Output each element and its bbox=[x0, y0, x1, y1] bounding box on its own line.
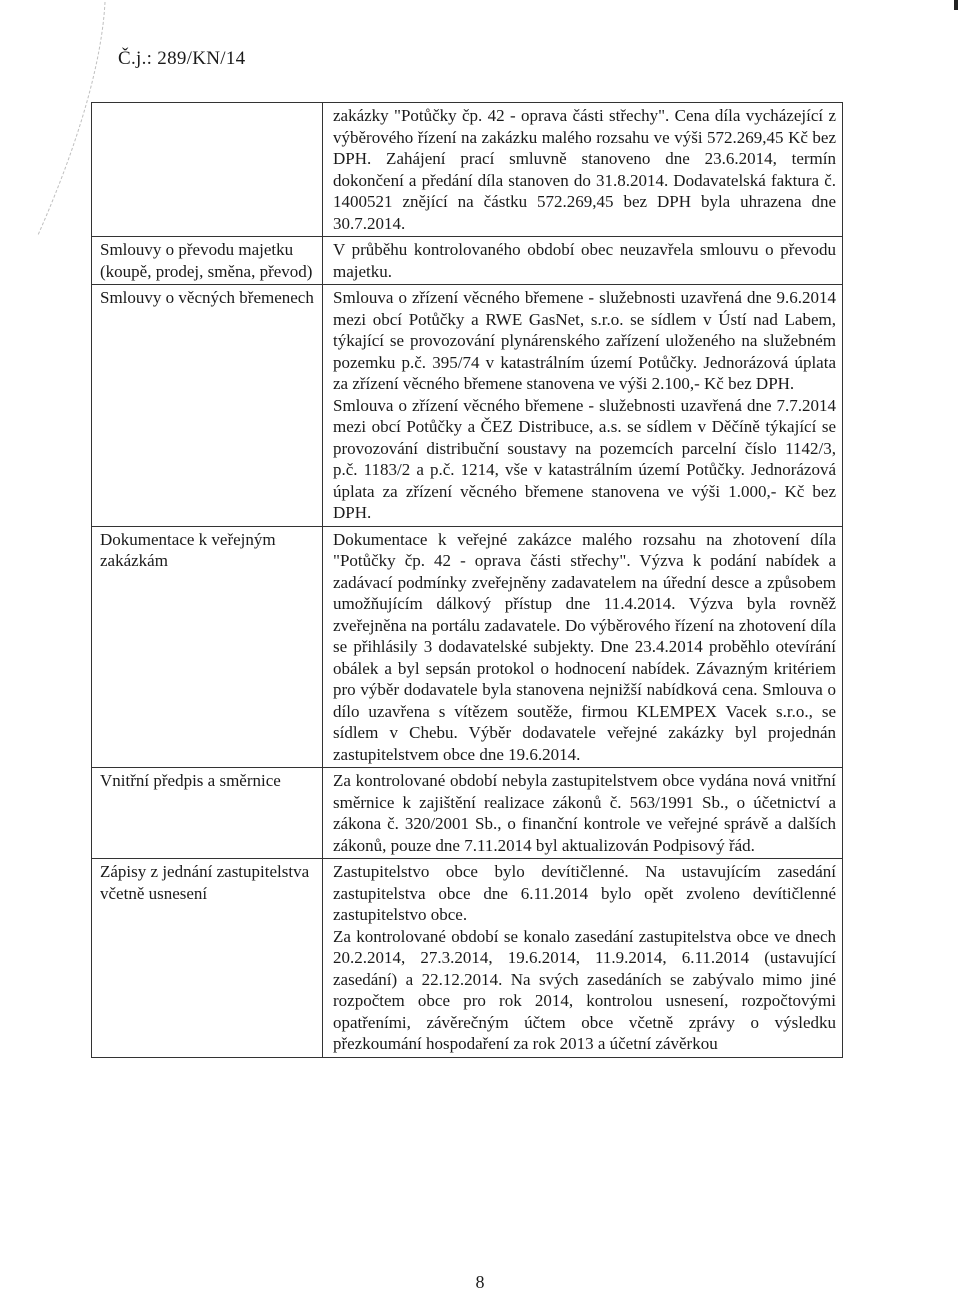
table-row bbox=[92, 236, 842, 284]
reference-number: Č.j.: 289/KN/14 bbox=[118, 48, 246, 69]
page-number: 8 bbox=[475, 1272, 485, 1292]
table-row bbox=[92, 858, 842, 1057]
paragraph: Zastupitelstvo obce bylo devítičlenné. Na ustavujícím zasedání zastupitelstva obce dne 6.11.2014 bylo opět zvoleno devítičlenné zastupitelstvo obce. bbox=[333, 862, 836, 924]
paragraph: V průběhu kontrolovaného období obec neuzavřela smlouvu o převodu majetku. bbox=[333, 240, 836, 281]
table-row bbox=[92, 526, 842, 768]
paragraph: Smlouva o zřízení věcného břemene - služebnosti uzavřená dne 7.7.2014 mezi obcí Potůčky a ČEZ Distribuce, a.s. se sídlem v Děčíně týkající se provozování distribuční soustavy na pozemcích parcelní číslo 1142/3, p.č. 1183/2 a p.č. 1214, vše v katastrálním území Potůčky. Jednorázová úplata za zřízení věcného břemene stanovena ve výši 1.000,- Kč bez DPH. bbox=[333, 395, 836, 522]
row-label: Smlouvy o věcných břemenech bbox=[92, 285, 323, 526]
row-content bbox=[323, 768, 842, 858]
paragraph: Za kontrolované období se konalo zasedání zastupitelstva obce ve dnech 20.2.2014, 27.3.2014, 19.6.2014, 11.9.2014, 6.11.2014 (ustavující zasedání) a 22.12.2014. Na svých zasedáních se zabývalo mimo jiné rozpočtem obce pro rok 2014, kontrolou usnesení, rozpočtovými opatřeními, závěrečným účtem obce včetně zprávy o výsledku přezkoumání hospodaření za rok 2013 a účetní závěrkou bbox=[333, 926, 836, 1053]
row-content bbox=[323, 527, 842, 768]
row-content bbox=[323, 285, 842, 526]
table-row bbox=[92, 284, 842, 526]
row-label: Dokumentace k veřejným zakázkám bbox=[92, 527, 323, 768]
row-label: Smlouvy o převodu majetku (koupě, prodej, směna, převod) bbox=[92, 237, 323, 284]
paragraph: Smlouva o zřízení věcného břemene - služebnosti uzavřená dne 9.6.2014 mezi obcí Potůčky a RWE GasNet, s.r.o. se sídlem v Ústí nad Labem, týkající se provozování plynárenského zařízení uloženého na služebném pozemku p.č. 395/74 v katastrálním území Potůčky. Jednorázová úplata za zřízení věcného břemene stanovena ve výši 2.100,- Kč bez DPH. bbox=[333, 288, 836, 393]
row-content bbox=[323, 859, 842, 1057]
row-label: Zápisy z jednání zastupitelstva včetně usnesení bbox=[92, 859, 323, 1057]
table-row bbox=[92, 103, 842, 236]
paragraph: Za kontrolované období nebyla zastupitelstvem obce vydána nová vnitřní směrnice k zajištění realizace zákonů č. 563/1991 Sb., o účetnictví a zákona č. 320/2001 Sb., o finanční kontrole ve veřejné správě a dalších zákonů, pouze dne 7.11.2014 byl aktualizován Podpisový řád. bbox=[333, 771, 836, 855]
paragraph: Dokumentace k veřejné zakázce malého rozsahu na zhotovení díla "Potůčky čp. 42 - oprava části střechy". Výzva k podání nabídek a zadávací podmínky zveřejněny zadavatelem na úřední desce a způsobem umožňujícím dálkový přístup dne 11.4.2014. Výzva byla rovněž zveřejněna na portálu zadavatele. Do výběrového řízení na zhotovení díla se přihlásily 3 dodavatelské subjekty. Dne 23.4.2014 proběhlo otevírání obálek a byl sepsán protokol o hodnocení nabídek. Závazným kritériem pro výběr dodavatele byla stanovena nejnižší nabídková cena. Smlouva o dílo uzavřena s vítězem soutěže, firmou KLEMPEX Vacek s.r.o., se sídlem v Chebu. Výběr dodavatele veřejné zakázky byl projednán zastupitelstvem obce dne 19.6.2014. bbox=[333, 529, 836, 764]
inspection-table bbox=[91, 102, 843, 1058]
table-row bbox=[92, 767, 842, 858]
scan-edge-mark bbox=[954, 0, 958, 10]
row-content bbox=[323, 237, 842, 284]
row-label: Vnitřní předpis a směrnice bbox=[92, 768, 323, 858]
paragraph: zakázky "Potůčky čp. 42 - oprava části střechy". Cena díla vycházející z výběrového řízení na zakázku malého rozsahu ve výši 572.269,45 Kč bez DPH. Zahájení prací smluvně stanoveno dne 23.6.2014, termín dokončení a předání díla stanoven do 31.8.2014. Dodavatelská faktura č. 1400521 znějící na částku 572.269,45 bez DPH byla uhrazena dne 30.7.2014. bbox=[333, 106, 836, 233]
row-content bbox=[323, 103, 842, 236]
row-label bbox=[92, 103, 323, 236]
